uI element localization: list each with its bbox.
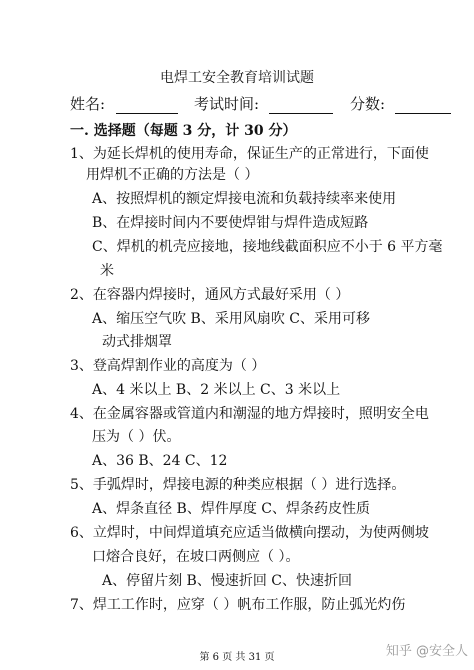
section-heading: 一. 选择题（每题 3 分，计 30 分）	[70, 123, 297, 139]
question-line: 用焊机不正确的方法是（ ）	[86, 167, 259, 183]
option-line: B、在焊接时间内不要使焊钳与焊件造成短路	[92, 215, 369, 231]
name-blank	[116, 98, 178, 114]
question-line: 6、立焊时，中间焊道填充应适当做横向摆动，为使两侧坡	[70, 525, 429, 541]
question-line: 7、焊工工作时，应穿（ ）帆布工作服，防止弧光灼伤	[70, 597, 406, 613]
option-line: A、缩压空气吹 B、采用风扇吹 C、采用可移	[92, 311, 371, 327]
score-blank	[395, 98, 451, 114]
option-line: A、停留片刻 B、慢速折回 C、快速折回	[102, 573, 353, 589]
option-line: A、按照焊机的额定焊接电流和负载持续率来使用	[92, 191, 397, 207]
question-line: 压为（ ）伏。	[92, 429, 181, 445]
question-line: 2、在容器内焊接时，通风方式最好采用（ ）	[70, 287, 350, 303]
option-line: C、焊机的机壳应接地，接地线截面积应不小于 6 平方毫	[92, 239, 443, 255]
document-title: 电焊工安全教育培训试题	[160, 70, 314, 86]
name-label: 姓名:	[70, 95, 106, 113]
watermark: 知乎 @安全人	[385, 644, 468, 659]
score-label: 分数:	[349, 95, 385, 113]
question-line: 3、登高焊割作业的高度为（ ）	[70, 358, 266, 374]
time-blank	[269, 98, 333, 114]
question-line: 口熔合良好，在坡口两侧应（ ）。	[92, 549, 300, 565]
option-line: 动式排烟罩	[102, 334, 172, 350]
question-line: 5、手弧焊时，焊接电源的种类应根据（ ）进行选择。	[70, 477, 406, 493]
question-line: 4、在金属容器或管道内和潮湿的地方焊接时，照明安全电	[70, 406, 429, 422]
time-label: 考试时间:	[193, 95, 260, 113]
option-line: A、4 米以上 B、2 米以上 C、3 米以上	[92, 382, 341, 398]
option-line: A、焊条直径 B、焊件厚度 C、焊条药皮性质	[92, 501, 371, 517]
page-footer: 第 6 页 共 31 页	[199, 652, 275, 663]
info-row	[70, 95, 451, 114]
option-line: A、36 B、24 C、12	[92, 453, 228, 469]
question-line: 1、为延长焊机的使用寿命，保证生产的正常进行，下面使	[70, 146, 429, 162]
option-line: 米	[100, 263, 114, 279]
